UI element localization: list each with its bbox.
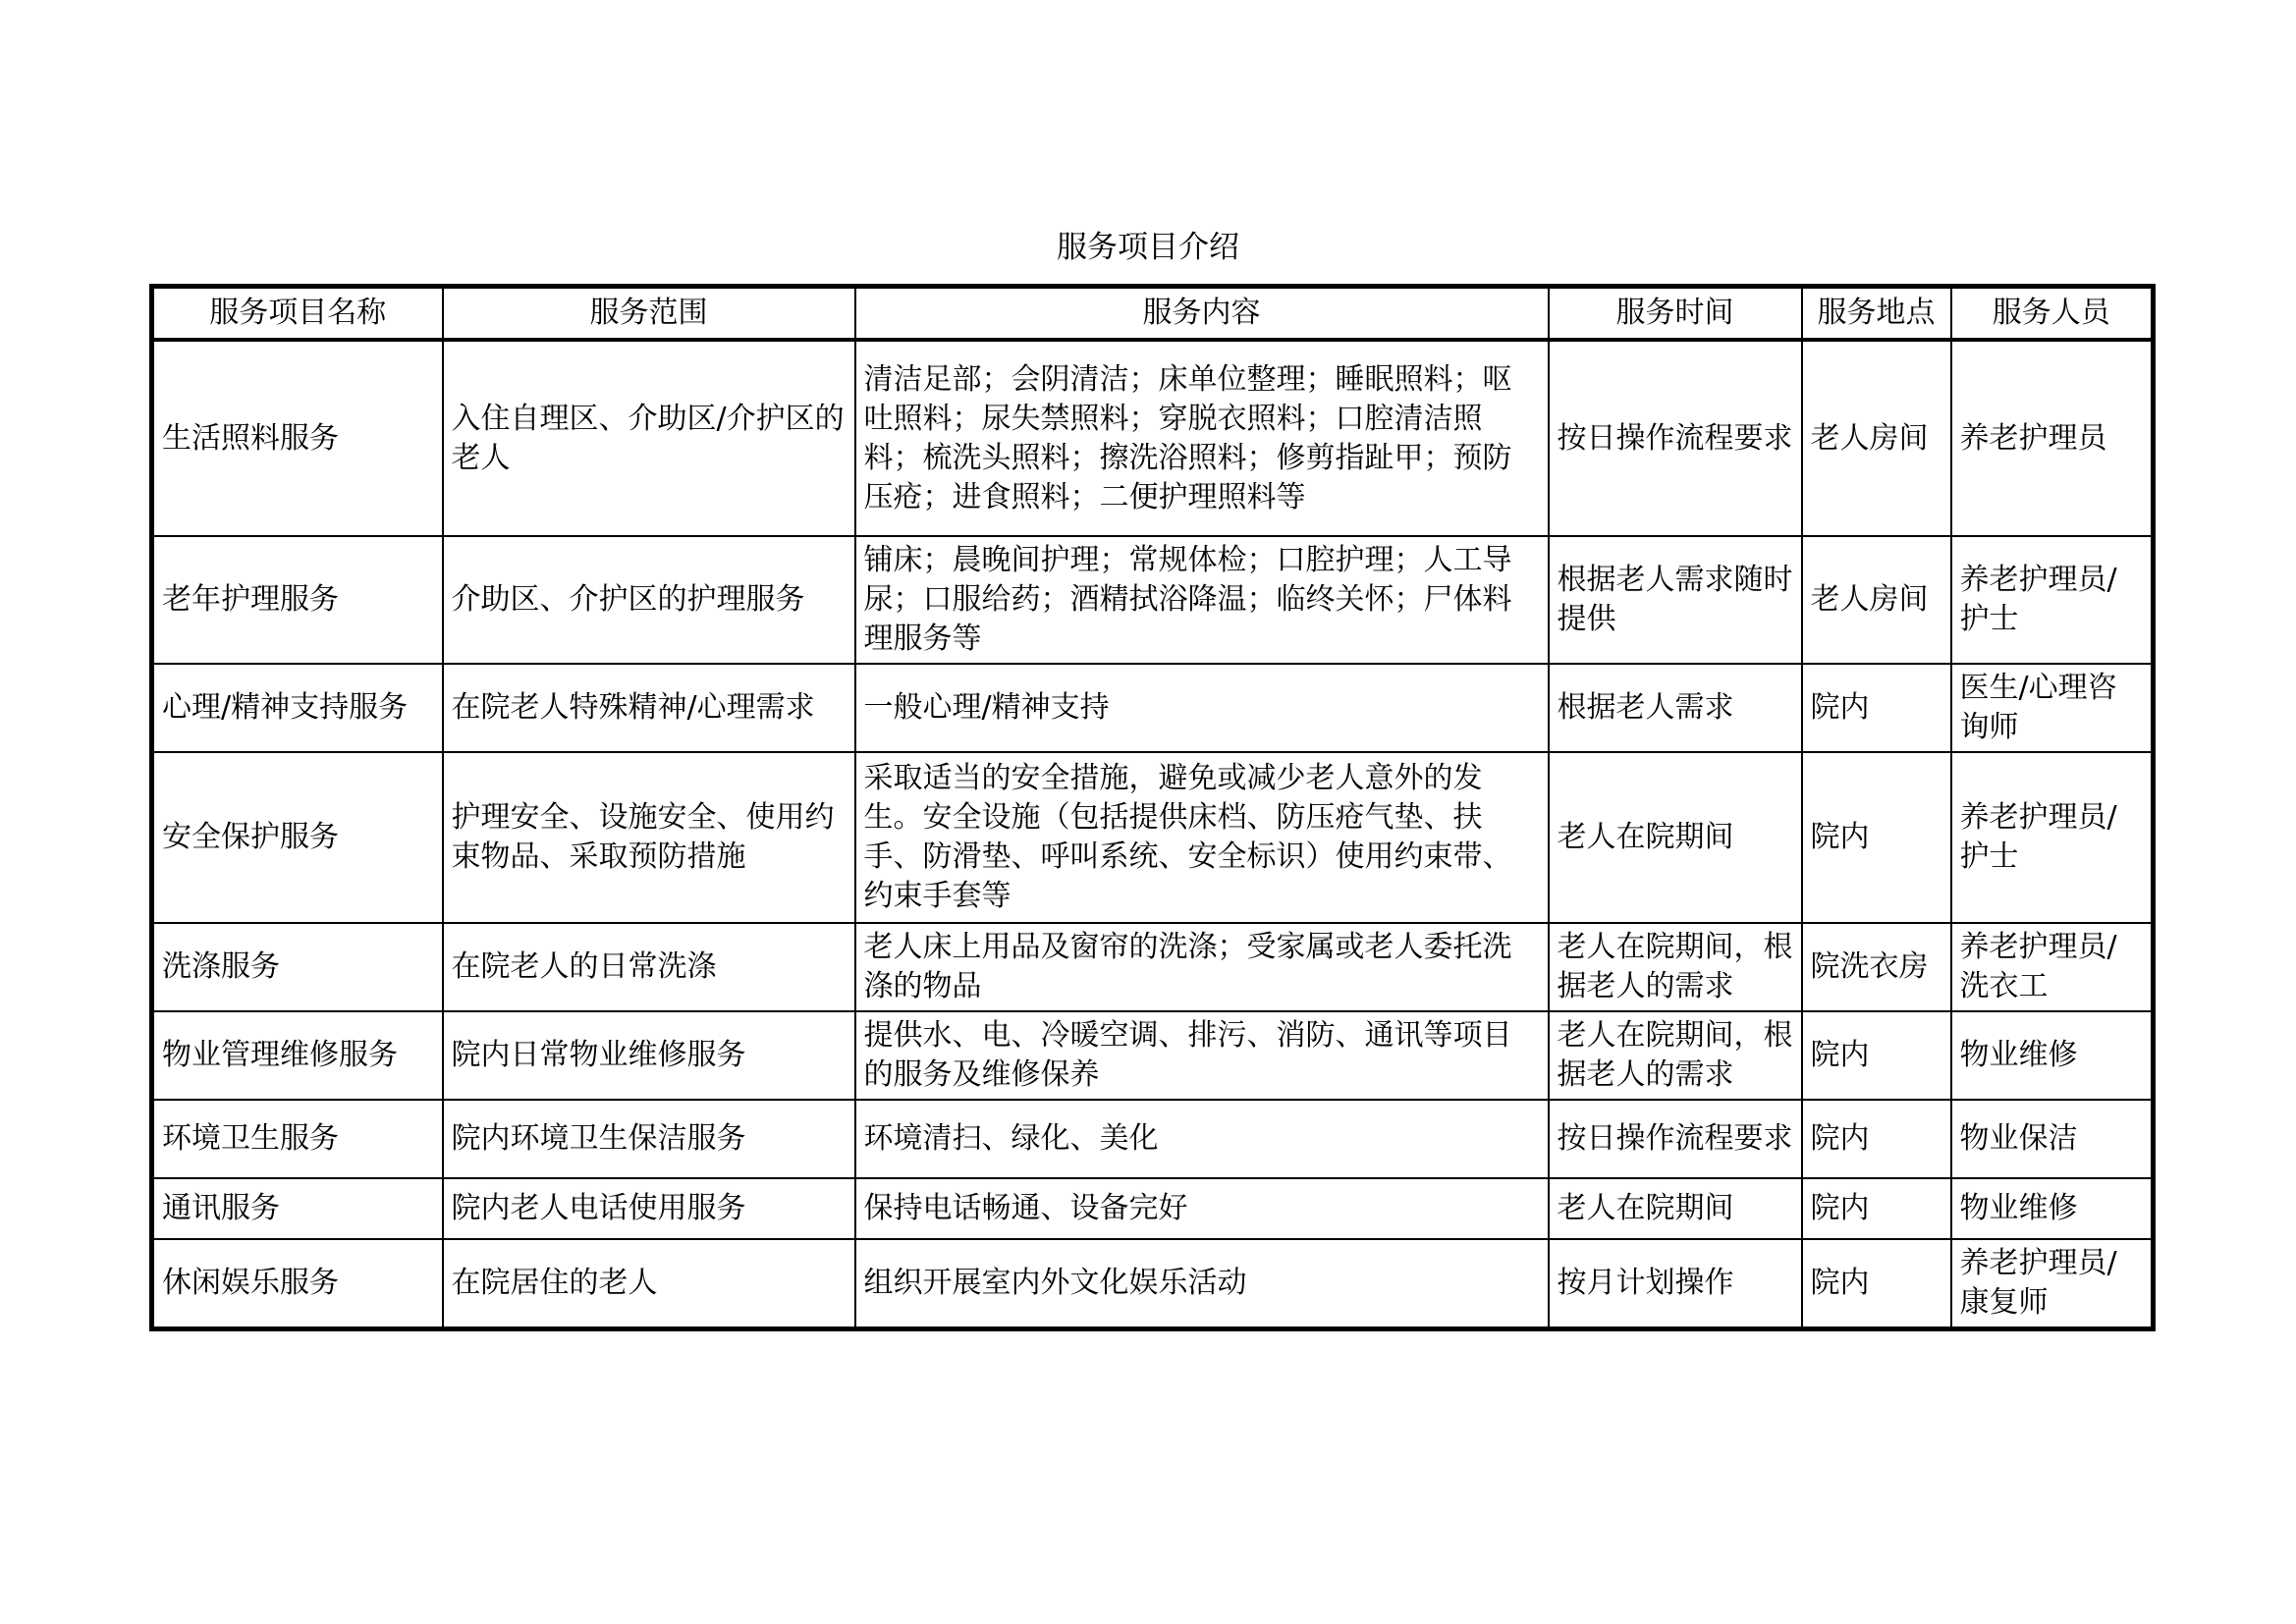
table-cell: 在院老人的日常洗涤 [443, 923, 855, 1011]
table-cell: 根据老人需求 [1549, 664, 1802, 752]
table-cell: 环境清扫、绿化、美化 [855, 1100, 1549, 1178]
table-cell: 养老护理员/护士 [1951, 752, 2154, 923]
table-cell: 院内 [1802, 1100, 1951, 1178]
table-cell: 洗涤服务 [152, 923, 443, 1011]
table-cell: 物业保洁 [1951, 1100, 2154, 1178]
table-cell: 老人在院期间，根据老人的需求 [1549, 1011, 1802, 1100]
column-header: 服务人员 [1951, 287, 2154, 341]
table-cell: 院内环境卫生保洁服务 [443, 1100, 855, 1178]
table-row [152, 1178, 2154, 1239]
table-cell: 物业维修 [1951, 1011, 2154, 1100]
table-cell: 组织开展室内外文化娱乐活动 [855, 1239, 1549, 1329]
table-cell: 按日操作流程要求 [1549, 340, 1802, 536]
column-header: 服务内容 [855, 287, 1549, 341]
table-cell: 养老护理员/洗衣工 [1951, 923, 2154, 1011]
table-cell: 老人床上用品及窗帘的洗涤；受家属或老人委托洗涤的物品 [855, 923, 1549, 1011]
table-header-row [152, 287, 2154, 341]
table-cell: 老人在院期间 [1549, 1178, 1802, 1239]
column-header: 服务地点 [1802, 287, 1951, 341]
column-header: 服务项目名称 [152, 287, 443, 341]
table-cell: 院内 [1802, 1178, 1951, 1239]
table-cell: 医生/心理咨询师 [1951, 664, 2154, 752]
table-row [152, 1239, 2154, 1329]
table-cell: 保持电话畅通、设备完好 [855, 1178, 1549, 1239]
table-cell: 院内 [1802, 664, 1951, 752]
table-cell: 院内 [1802, 1239, 1951, 1329]
table-row [152, 340, 2154, 536]
table-cell: 环境卫生服务 [152, 1100, 443, 1178]
table-cell: 铺床；晨晚间护理；常规体检；口腔护理；人工导尿；口服给药；酒精拭浴降温；临终关怀；尸体料理服务等 [855, 536, 1549, 664]
table-cell: 院洗衣房 [1802, 923, 1951, 1011]
table-cell: 院内老人电话使用服务 [443, 1178, 855, 1239]
table-row [152, 536, 2154, 664]
table-row [152, 923, 2154, 1011]
table-cell: 院内 [1802, 1011, 1951, 1100]
table-row [152, 752, 2154, 923]
table-cell: 院内 [1802, 752, 1951, 923]
table-cell: 物业管理维修服务 [152, 1011, 443, 1100]
column-header: 服务时间 [1549, 287, 1802, 341]
table-cell: 采取适当的安全措施，避免或减少老人意外的发生。安全设施（包括提供床档、防压疮气垫、扶手、防滑垫、呼叫系统、安全标识）使用约束带、约束手套等 [855, 752, 1549, 923]
table-cell: 养老护理员 [1951, 340, 2154, 536]
table-cell: 休闲娱乐服务 [152, 1239, 443, 1329]
table-cell: 在院老人特殊精神/心理需求 [443, 664, 855, 752]
table-cell: 清洁足部；会阴清洁；床单位整理；睡眠照料；呕吐照料；尿失禁照料；穿脱衣照料；口腔清洁照料；梳洗头照料；擦洗浴照料；修剪指趾甲；预防压疮；进食照料；二便护理照料等 [855, 340, 1549, 536]
table-cell: 按月计划操作 [1549, 1239, 1802, 1329]
table-cell: 介助区、介护区的护理服务 [443, 536, 855, 664]
table-cell: 在院居住的老人 [443, 1239, 855, 1329]
table-cell: 按日操作流程要求 [1549, 1100, 1802, 1178]
table-cell: 老人在院期间 [1549, 752, 1802, 923]
table-row [152, 1011, 2154, 1100]
service-table [149, 284, 2156, 1331]
page-title: 服务项目介绍 [1057, 230, 1239, 265]
table-cell: 物业维修 [1951, 1178, 2154, 1239]
table-cell: 老人在院期间，根据老人的需求 [1549, 923, 1802, 1011]
table-cell: 院内日常物业维修服务 [443, 1011, 855, 1100]
table-cell: 护理安全、设施安全、使用约束物品、采取预防措施 [443, 752, 855, 923]
table-cell: 老人房间 [1802, 536, 1951, 664]
table-cell: 通讯服务 [152, 1178, 443, 1239]
table-cell: 提供水、电、冷暖空调、排污、消防、通讯等项目的服务及维修保养 [855, 1011, 1549, 1100]
table-cell: 一般心理/精神支持 [855, 664, 1549, 752]
table-row [152, 1100, 2154, 1178]
table-cell: 根据老人需求随时提供 [1549, 536, 1802, 664]
table-cell: 心理/精神支持服务 [152, 664, 443, 752]
table-cell: 养老护理员/护士 [1951, 536, 2154, 664]
table-cell: 安全保护服务 [152, 752, 443, 923]
table-cell: 老人房间 [1802, 340, 1951, 536]
table-cell: 养老护理员/康复师 [1951, 1239, 2154, 1329]
column-header: 服务范围 [443, 287, 855, 341]
table-cell: 入住自理区、介助区/介护区的老人 [443, 340, 855, 536]
table-cell: 生活照料服务 [152, 340, 443, 536]
table-cell: 老年护理服务 [152, 536, 443, 664]
table-row [152, 664, 2154, 752]
